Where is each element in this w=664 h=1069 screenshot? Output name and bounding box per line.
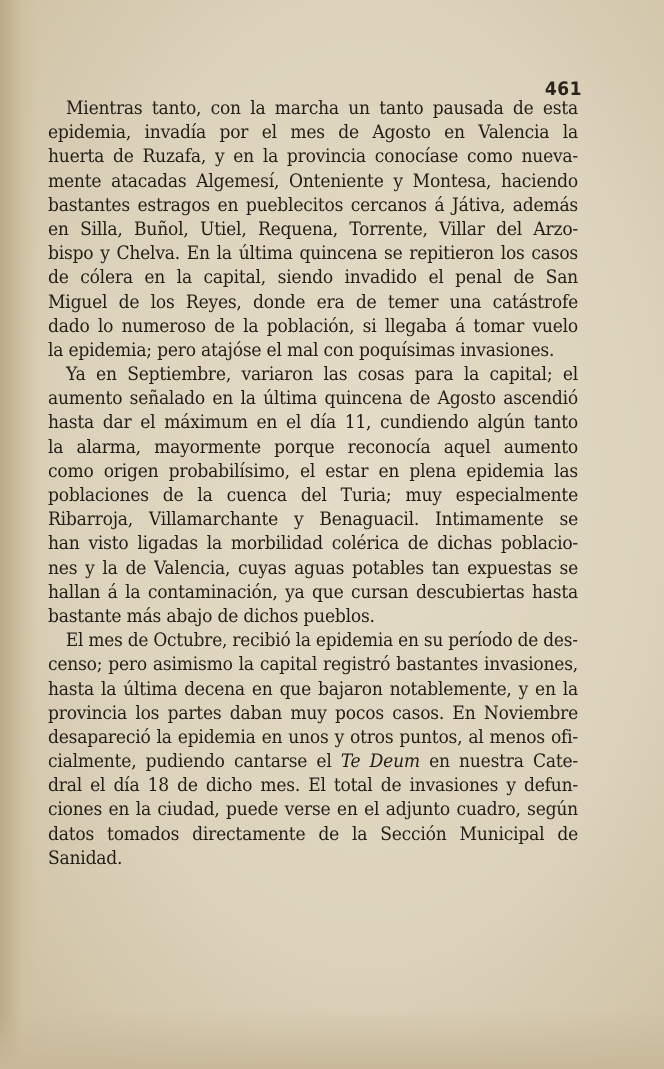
text-line: huerta de Ruzafa, y en la provincia conocíase como nueva- (48, 145, 578, 168)
text-line: Ya en Septiembre, variaron las cosas para la capital; el (66, 363, 578, 386)
text-line: dral el día 18 de dicho mes. El total de invasiones y defun- (48, 774, 578, 797)
text-line: la epidemia; pero atajóse el mal con poquísimas invasiones. (48, 338, 555, 361)
text-segment: en nuestra Cate- (419, 750, 578, 773)
text-line: Mientras tanto, con la marcha un tanto pausada de esta (66, 97, 578, 119)
page-number: 461 (544, 78, 582, 100)
text-line: Sanidad. (48, 846, 123, 869)
body-text (48, 96, 578, 870)
text-line: ciones en la ciudad, puede verse en el adjunto cuadro, según (48, 798, 578, 821)
text-line: datos tomados directamente de la Sección Municipal de (48, 822, 578, 845)
text-line: en Silla, Buñol, Utiel, Requena, Torrente, Villar del Arzo- (48, 217, 578, 240)
text-line: hallan á la contaminación, ya que cursan descubiertas hasta (48, 580, 578, 603)
text-line: El mes de Octubre, recibió la epidemia en su período de des- (65, 629, 578, 652)
paragraph-1 (48, 96, 578, 362)
text-line: la alarma, mayormente porque reconocía aquel aumento (48, 435, 578, 458)
paragraph-2 (48, 362, 578, 628)
text-line: bispo y Chelva. En la última quincena se repitieron los casos (48, 242, 578, 265)
text-line: bastantes estragos en pueblecitos cercanos á Játiva, además (48, 193, 578, 216)
text-line: provincia los partes daban muy pocos casos. En Noviembre (48, 701, 578, 724)
text-line: Miguel de los Reyes, donde era de temer una catástrofe (48, 290, 578, 313)
text-line: epidemia, invadía por el mes de Agosto en Valencia la (48, 121, 578, 144)
text-segment: cialmente, pudiendo cantarse el (48, 750, 341, 773)
paragraph-3 (48, 628, 578, 870)
text-line: bastante más abajo de dichos pueblos. (48, 604, 375, 627)
text-line: desapareció la epidemia en unos y otros puntos, al menos ofi- (48, 725, 578, 748)
text-line: poblaciones de la cuenca del Turia; muy especialmente (48, 484, 578, 506)
text-line-with-italic (48, 749, 578, 773)
text-line: de cólera en la capital, siendo invadido el penal de San (48, 266, 578, 289)
text-line: censo; pero asimismo la capital registró bastantes invasiones, (48, 653, 578, 676)
text-line: hasta la última decena en que bajaron notablemente, y en la (48, 677, 578, 700)
italic-phrase: Te Deum (340, 750, 420, 773)
text-line: hasta dar el máximum en el día 11, cundiendo algún tanto (48, 411, 578, 434)
text-line: Ribarroja, Villamarchante y Benaguacil. Intimamente se (48, 508, 578, 531)
text-line: nes y la de Valencia, cuyas aguas potables tan expuestas se (48, 556, 578, 579)
text-line: dado lo numeroso de la población, si llegaba á tomar vuelo (48, 314, 578, 337)
text-line: han visto ligadas la morbilidad colérica de dichas poblacio- (48, 532, 578, 555)
text-line: como origen probabilísimo, el estar en plena epidemia las (48, 459, 578, 482)
text-line: aumento señalado en la última quincena de Agosto ascendió (48, 387, 578, 410)
text-line: mente atacadas Algemesí, Onteniente y Montesa, haciendo (48, 169, 578, 192)
